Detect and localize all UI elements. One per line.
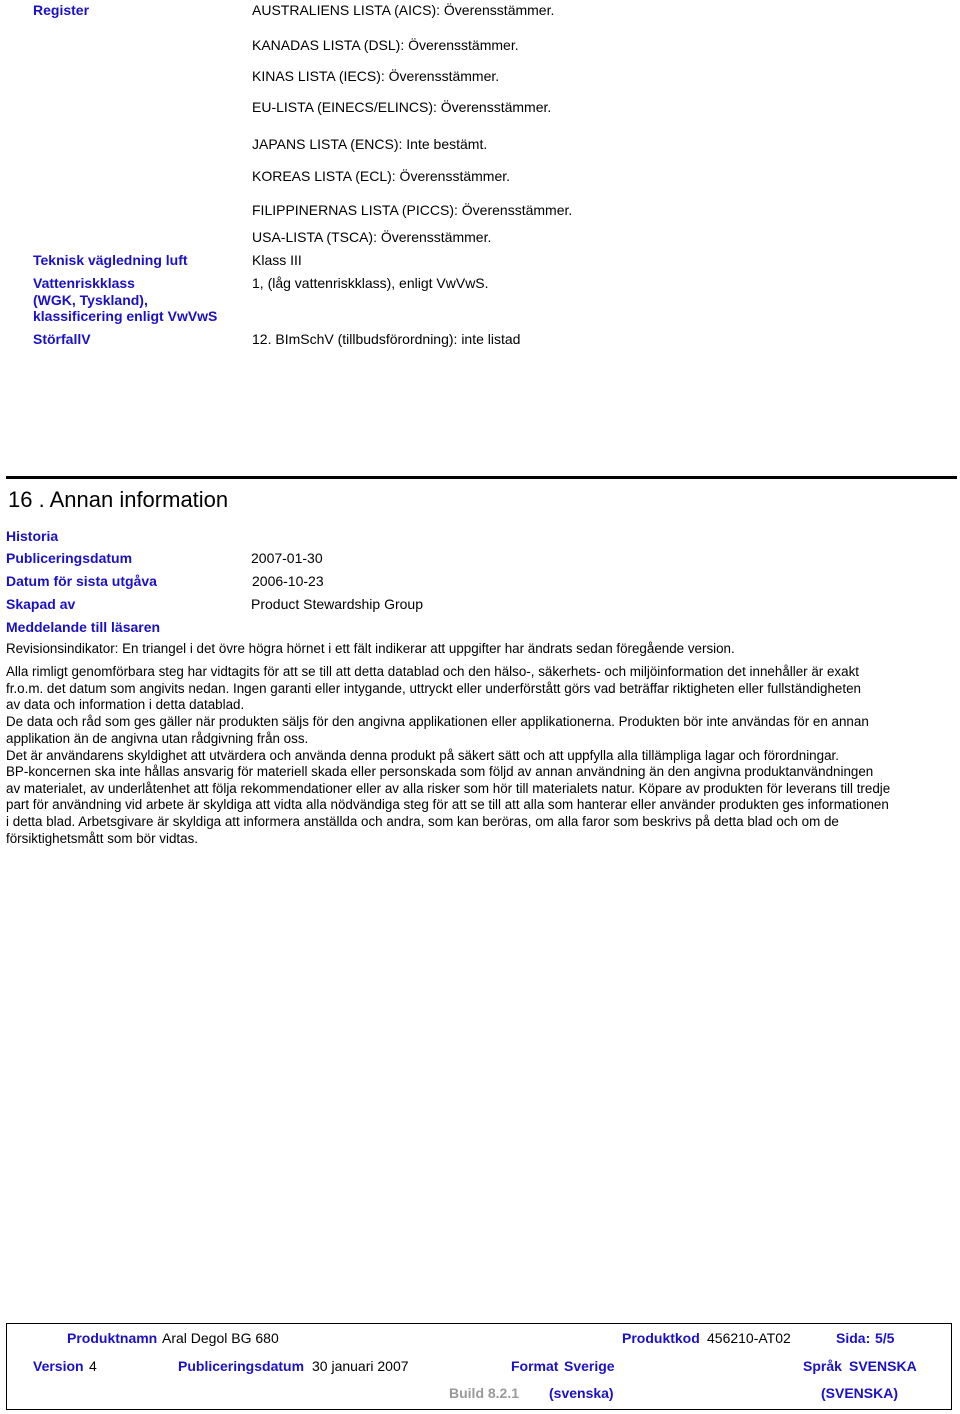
water-class-label-line2: (WGK, Tyskland), (33, 292, 148, 308)
version-value: 4 (89, 1358, 97, 1374)
list-item: EU-LISTA (EINECS/ELINCS): Överensstämmer. (252, 99, 552, 115)
disclaimer-line: i detta blad. Arbetsgivare är skyldiga att informera anställda och andra, som kan beröras, om alla faror som beskrivs på detta blad och om de (6, 814, 839, 829)
water-class-value: 1, (låg vattenriskklass), enligt VwVwS. (252, 275, 489, 291)
list-item: USA-LISTA (TSCA): Överensstämmer. (252, 229, 492, 245)
version-label: Version (33, 1358, 84, 1374)
water-class-label-line1: Vattenriskklass (33, 275, 135, 291)
disclaimer-line: Alla rimligt genomförbara steg har vidtagits för att se till att detta datablad och den hälso-, säkerhets- och miljöinformation det innehåller är exakt (6, 664, 859, 679)
list-item: KOREAS LISTA (ECL): Överensstämmer. (252, 168, 511, 184)
page-value: 5/5 (875, 1330, 895, 1346)
last-issue-label: Datum för sista utgåva (6, 573, 157, 589)
air-guidance-value: Klass III (252, 252, 302, 268)
footer-publication-label: Publiceringsdatum (178, 1358, 305, 1374)
disclaimer-line: försiktighetsmått som bör vidtas. (6, 831, 199, 846)
revision-indicator-text: Revisionsindikator: En triangel i det övre högra hörnet i ett fält indikerar att uppgifter har ändrats sedan föregående version. (6, 641, 735, 656)
disclaimer-line: applikation än de angivna utan rådgivning från oss. (6, 731, 309, 746)
created-by-value: Product Stewardship Group (251, 596, 423, 612)
page-footer (6, 1323, 952, 1410)
notice-label: Meddelande till läsaren (6, 619, 161, 635)
disclaimer-line: De data och råd som ges gäller när produkten säljs för den angivna applikationen eller applikationerna. Produkten bör inte användas för en annan (6, 714, 869, 729)
created-by-label: Skapad av (6, 596, 76, 612)
format-label: Format (511, 1358, 559, 1374)
build-label: Build 8.2.1 (449, 1385, 520, 1401)
product-code-value: 456210-AT02 (707, 1330, 791, 1346)
product-name-value: Aral Degol BG 680 (162, 1330, 279, 1346)
publication-date-label: Publiceringsdatum (6, 550, 133, 566)
publication-date-value: 2007-01-30 (251, 550, 323, 566)
list-item: FILIPPINERNAS LISTA (PICCS): Överensstämmer. (252, 202, 573, 218)
format-value: Sverige (564, 1358, 615, 1374)
incident-value: 12. BImSchV (tillbudsförordning): inte listad (252, 331, 521, 347)
history-label: Historia (6, 528, 59, 544)
air-guidance-label: Teknisk vägledning luft (33, 252, 188, 268)
list-item: KANADAS LISTA (DSL): Överensstämmer. (252, 37, 519, 53)
list-item: KINAS LISTA (IECS): Överensstämmer. (252, 68, 500, 84)
product-name-label: Produktnamn (67, 1330, 158, 1346)
disclaimer-line: fr.o.m. det datum som angivits nedan. Ingen garanti eller intygande, uttryckt eller underförstått görs vad beträffar riktigheten eller fullständigheten (6, 681, 861, 696)
disclaimer-line: Det är användarens skyldighet att utvärdera och använda denna produkt på säkert sätt och att uppfylla alla tillämpliga lagar och förordningar. (6, 748, 839, 763)
footer-publication-value: 30 januari 2007 (312, 1358, 409, 1374)
list-item: AUSTRALIENS LISTA (AICS): Överensstämmer. (252, 2, 555, 18)
section-title: 16 . Annan information (8, 487, 229, 512)
format-sub: (svenska) (549, 1385, 614, 1401)
language-sub: (SVENSKA) (821, 1385, 899, 1401)
list-item: JAPANS LISTA (ENCS): Inte bestämt. (252, 136, 488, 152)
disclaimer-line: av materialet, av underlåtenhet att följa rekommendationer eller av alla risker som hör till materialets natur. Köpare av produkten för leverans till tredje (6, 781, 891, 796)
water-class-label-line3: klassificering enligt VwVwS (33, 308, 218, 324)
disclaimer-line: part för användning vid arbete är skyldiga att vidta alla nödvändiga steg för att se till att alla som hanterar eller använder produkten ges informationen (6, 797, 889, 812)
product-code-label: Produktkod (622, 1330, 700, 1346)
language-label: Språk (803, 1358, 842, 1374)
disclaimer-line: av data och information i detta datablad. (6, 697, 245, 712)
language-value: SVENSKA (849, 1358, 917, 1374)
last-issue-value: 2006-10-23 (252, 573, 324, 589)
section-divider (6, 476, 957, 479)
register-label: Register (33, 2, 90, 18)
incident-label: StörfallV (33, 331, 91, 347)
disclaimer-line: BP-koncernen ska inte hållas ansvarig för materiell skada eller personskada som följd av annan användning än den angivna produktanvändningen (6, 764, 874, 779)
page-label: Sida: (836, 1330, 871, 1346)
